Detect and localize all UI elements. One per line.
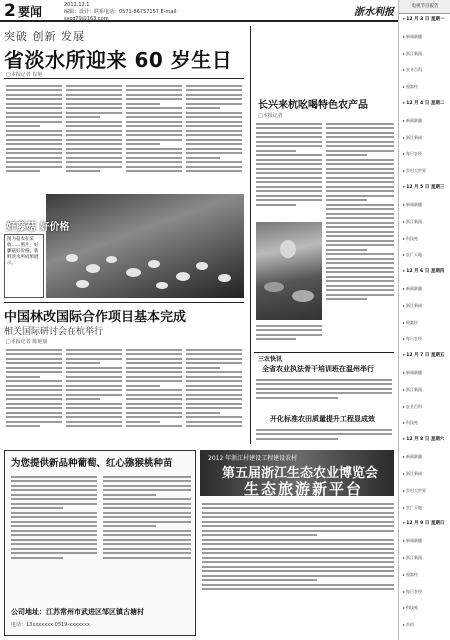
banner-line-2: 第五届浙江生态农业博览会 — [222, 466, 379, 481]
arrow-icon: ▸ — [403, 84, 406, 90]
sidebar-item-label: 乡村大世界 — [406, 168, 427, 174]
sidebar-item-label: 农业百科 — [406, 67, 423, 73]
lead-byline: □本报记者 崔艳 — [6, 72, 43, 78]
arrow-icon: ▸ — [403, 504, 406, 510]
arrow-icon: ▸ — [403, 454, 406, 460]
arrow-icon: ▸ — [403, 521, 406, 527]
sidebar-item[interactable] — [403, 352, 447, 360]
ad-text-col-2 — [103, 473, 191, 603]
column-divider — [250, 26, 251, 444]
sidebar-item-label: 12 月 5 日 星期三 — [406, 185, 445, 191]
arrow-icon: ▸ — [403, 353, 406, 359]
arrow-icon: ▸ — [403, 386, 406, 392]
sidebar-item-label: 12 月 8 日 星期六 — [406, 437, 445, 443]
arrow-icon: ▸ — [403, 67, 406, 73]
banner-line-3: 生态旅游新平台 — [244, 480, 364, 496]
sidebar-item[interactable] — [403, 66, 447, 74]
sidebar-item[interactable] — [403, 167, 447, 175]
ad-text-col-1 — [11, 473, 97, 603]
arrow-icon: ▸ — [403, 420, 406, 426]
sidebar-item-label: 乡村大世界 — [406, 487, 427, 493]
arrow-icon: ▸ — [403, 117, 406, 123]
arrow-icon: ▸ — [403, 17, 406, 22]
ad-tel: 电话：13xxxxxxx 0519-xxxxxxx — [11, 622, 90, 628]
sidebar-item[interactable] — [403, 588, 447, 596]
arrow-icon: ▸ — [403, 470, 406, 476]
story2-subhead: 相关国际研讨会在杭举行 — [4, 327, 104, 337]
arrow-icon: ▸ — [403, 151, 406, 157]
sidebar-item-label: 浙江新闻 — [406, 386, 423, 392]
sidebar-item[interactable] — [403, 50, 447, 58]
arrow-icon: ▸ — [403, 319, 406, 325]
sidebar-item-label: 农广天地 — [406, 504, 423, 510]
story2-text-col-1 — [6, 346, 62, 442]
sidebar-item[interactable] — [403, 554, 447, 562]
arrow-icon: ▸ — [403, 50, 406, 56]
sidebar-item[interactable] — [403, 268, 447, 276]
sidebar-item[interactable] — [403, 487, 447, 495]
arrow-icon: ▸ — [403, 269, 406, 275]
brief-tag: 三农快讯 — [258, 356, 283, 363]
sidebar-item[interactable] — [403, 302, 447, 310]
sidebar-item[interactable] — [403, 83, 447, 91]
story2-byline: □本报记者 陈艳丽 — [6, 339, 48, 345]
arrow-icon: ▸ — [403, 134, 406, 140]
sidebar-item[interactable] — [403, 134, 447, 142]
sidebar-item[interactable] — [403, 520, 447, 528]
sidebar-item-label: 12 月 4 日 星期二 — [406, 101, 445, 107]
arrow-icon: ▸ — [403, 168, 406, 174]
story3-text-col-1b — [256, 322, 322, 350]
lead-text-col-3 — [126, 82, 182, 190]
sidebar-item[interactable] — [403, 33, 447, 41]
sidebar-item[interactable] — [403, 285, 447, 293]
sidebar-item-label: 12 月 3 日 星期一 — [406, 17, 445, 22]
sidebar-item[interactable] — [403, 621, 447, 629]
sidebar-item-label: 浙江新闻 — [406, 302, 423, 308]
sidebar-item-label: 农业百科 — [406, 403, 423, 409]
expo-banner — [200, 450, 394, 496]
story2-headline: 中国林改国际合作项目基本完成 — [4, 310, 187, 325]
sidebar-item[interactable] — [403, 470, 447, 478]
brief-text-1 — [256, 376, 392, 412]
sidebar-item-label: 12 月 9 日 星期日 — [406, 521, 445, 527]
arrow-icon: ▸ — [403, 285, 406, 291]
sidebar-item-label: 浙江新闻 — [406, 218, 423, 224]
sidebar-item[interactable] — [403, 571, 447, 579]
sidebar-item-label: 新闻联播 — [406, 117, 423, 123]
arrow-icon: ▸ — [403, 252, 406, 258]
sidebar-item-label: 新闻联播 — [406, 33, 423, 39]
sidebar-item[interactable] — [403, 16, 447, 24]
divider — [4, 78, 244, 79]
lead-text-col-1 — [6, 82, 62, 190]
sidebar-item[interactable] — [403, 184, 447, 192]
arrow-icon: ▸ — [403, 554, 406, 560]
arrow-icon: ▸ — [403, 538, 406, 544]
arrow-icon: ▸ — [403, 235, 406, 241]
sidebar-item[interactable] — [403, 235, 447, 243]
story3-headline: 长兴来杭吆喝特色农产品 — [258, 100, 368, 111]
issue-date: 2012.12.1 — [64, 2, 90, 8]
sidebar-item-label: 新闻联播 — [406, 370, 423, 376]
tv-schedule-sidebar — [398, 0, 450, 640]
sidebar-item-label: 致富经 — [406, 84, 419, 90]
editor-line: 编辑：设计：联系电话：0571-86757157 E-mail: sxcg79@163.com — [64, 9, 178, 22]
lead-kicker: 突破 创新 发展 — [4, 30, 85, 43]
sidebar-item-label: 乡约 — [406, 622, 415, 628]
brief-headline-1: 全省农业执法骨干培训班在温州举行 — [262, 365, 374, 373]
sidebar-item[interactable] — [403, 335, 447, 343]
sidebar-item-label: 新闻联播 — [406, 454, 423, 460]
sidebar-item-label: 新闻联播 — [406, 285, 423, 291]
sidebar-item-label: 科技苑 — [406, 420, 419, 426]
arrow-icon: ▸ — [403, 487, 406, 493]
story2-text-col-3 — [126, 346, 182, 442]
ad-title: 为您提供新品种葡萄、红心猕猴桃种苗 — [11, 458, 173, 469]
sidebar-item[interactable] — [403, 604, 447, 612]
sidebar-item[interactable] — [403, 319, 447, 327]
sidebar-item[interactable] — [403, 403, 447, 411]
sidebar-item-label: 12 月 7 日 星期五 — [406, 353, 445, 359]
photo-title: 好藤菇 好价格 — [6, 222, 70, 233]
story3-photo — [256, 222, 322, 320]
page-number: 2 — [4, 1, 16, 21]
story2-text-col-4 — [186, 346, 242, 442]
arrow-icon: ▸ — [403, 588, 406, 594]
paper-logo: 浙水利报 — [354, 7, 394, 18]
sidebar-item-label: 科技苑 — [406, 605, 419, 611]
arrow-icon: ▸ — [403, 185, 406, 191]
arrow-icon: ▸ — [403, 571, 406, 577]
seedling-ad — [4, 450, 196, 636]
sidebar-item-label: 浙江新闻 — [406, 554, 423, 560]
sidebar-item-label: 每日农经 — [406, 336, 423, 342]
photo-caption: 图为菇农在采收……照片，好藤菇好价格，新鲜淡水所成果展示。 — [4, 234, 44, 298]
arrow-icon: ▸ — [403, 605, 406, 611]
sidebar-item-label: 致富经 — [406, 571, 419, 577]
sidebar-item-label: 浙江新闻 — [406, 470, 423, 476]
lead-photo — [46, 194, 244, 298]
arrow-icon: ▸ — [403, 622, 406, 628]
story2-text-col-2 — [66, 346, 122, 442]
story3-text-col-1 — [256, 120, 322, 220]
arrow-icon: ▸ — [403, 403, 406, 409]
masthead — [0, 0, 398, 22]
sidebar-item-label: 每日农经 — [406, 588, 423, 594]
banner-text — [202, 500, 394, 636]
sidebar-item[interactable] — [403, 201, 447, 209]
sidebar-item-label: 致富经 — [406, 319, 419, 325]
lead-headline: 省淡水所迎来 60 岁生日 — [4, 48, 233, 72]
story3-text-col-2 — [326, 120, 394, 348]
sidebar-item-label: 每日农经 — [406, 151, 423, 157]
banner-line-1: 2012 年浙江村建设工程建设农村 — [208, 455, 298, 462]
arrow-icon: ▸ — [403, 370, 406, 376]
sidebar-item[interactable] — [403, 117, 447, 125]
arrow-icon: ▸ — [403, 302, 406, 308]
sidebar-item-label: 科技苑 — [406, 235, 419, 241]
sidebar-item[interactable] — [403, 100, 447, 108]
sidebar-item[interactable] — [403, 369, 447, 377]
brief-text-2 — [256, 426, 392, 446]
arrow-icon: ▸ — [403, 437, 406, 443]
divider — [4, 302, 244, 303]
section-title: 要闻 — [18, 5, 43, 19]
sidebar-item-label: 新闻联播 — [406, 201, 423, 207]
arrow-icon: ▸ — [403, 101, 406, 107]
masthead-meta — [64, 2, 214, 23]
sidebar-item[interactable] — [403, 218, 447, 226]
sidebar-item-label: 12 月 6 日 星期四 — [406, 269, 445, 275]
divider — [254, 352, 394, 353]
arrow-icon: ▸ — [403, 336, 406, 342]
sidebar-item-label: 新闻联播 — [406, 538, 423, 544]
sidebar-item[interactable] — [403, 251, 447, 259]
sidebar-item[interactable] — [403, 419, 447, 427]
sidebar-item-label: 浙江新闻 — [406, 50, 423, 56]
ad-contact: 公司地址：江苏常州市武进区邹区镇古塘村 — [11, 608, 144, 616]
sidebar-item-label: 农广天地 — [406, 252, 423, 258]
sidebar-item[interactable] — [403, 453, 447, 461]
sidebar-title: 电视节目报告 — [399, 0, 450, 14]
arrow-icon: ▸ — [403, 33, 406, 39]
story3-byline: □本报记者 — [258, 113, 283, 119]
sidebar-item[interactable] — [403, 504, 447, 512]
sidebar-item[interactable] — [403, 150, 447, 158]
arrow-icon: ▸ — [403, 218, 406, 224]
lead-text-col-2 — [66, 82, 122, 190]
arrow-icon: ▸ — [403, 201, 406, 207]
sidebar-item[interactable] — [403, 537, 447, 545]
sidebar-item[interactable] — [403, 386, 447, 394]
lead-text-col-4 — [186, 82, 242, 190]
brief-headline-2: 开化标准农田质量提升工程显成效 — [270, 415, 375, 423]
sidebar-item[interactable] — [403, 436, 447, 444]
sidebar-item-label: 浙江新闻 — [406, 134, 423, 140]
